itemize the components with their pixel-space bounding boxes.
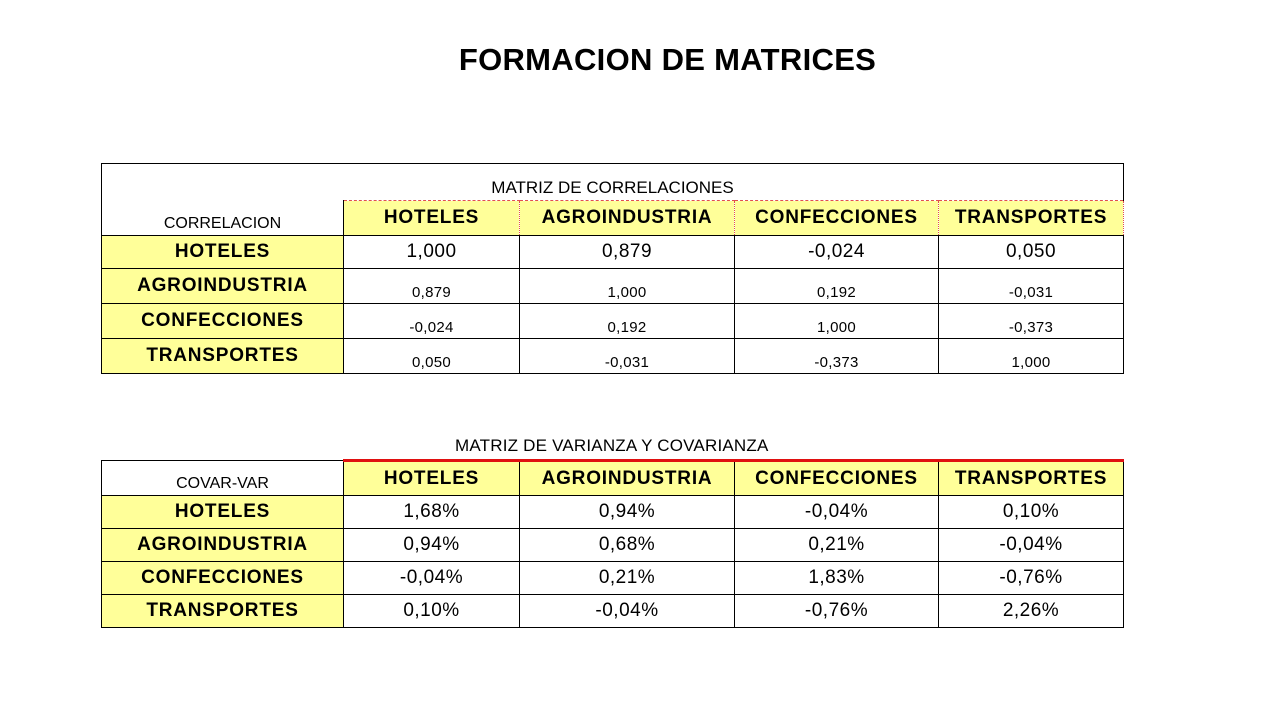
covariance-cell: -0,76% bbox=[939, 562, 1124, 595]
correlation-cell: 1,000 bbox=[735, 303, 939, 338]
covariance-cell: -0,04% bbox=[344, 562, 520, 595]
correlation-col-header: AGROINDUSTRIA bbox=[520, 201, 735, 236]
covariance-col-header: HOTELES bbox=[344, 461, 520, 496]
correlation-row-header: HOTELES bbox=[102, 235, 344, 268]
covariance-row-header: AGROINDUSTRIA bbox=[102, 529, 344, 562]
covariance-cell: -0,76% bbox=[735, 595, 939, 628]
correlation-matrix-table bbox=[101, 163, 1124, 374]
covariance-header-row bbox=[102, 461, 1124, 496]
covariance-row-header: TRANSPORTES bbox=[102, 595, 344, 628]
table-row bbox=[102, 562, 1124, 595]
table-row bbox=[102, 235, 1124, 268]
correlation-cell: 0,879 bbox=[520, 235, 735, 268]
covariance-cell: 1,68% bbox=[344, 496, 520, 529]
covariance-cell: 0,21% bbox=[520, 562, 735, 595]
correlation-cell: 0,192 bbox=[735, 268, 939, 303]
covariance-cell: -0,04% bbox=[939, 529, 1124, 562]
covariance-cell: 0,94% bbox=[344, 529, 520, 562]
table-row bbox=[102, 303, 1124, 338]
correlation-cell: -0,031 bbox=[520, 338, 735, 373]
correlation-row-header: AGROINDUSTRIA bbox=[102, 268, 344, 303]
covariance-cell: 0,10% bbox=[939, 496, 1124, 529]
correlation-cell: 0,050 bbox=[939, 235, 1124, 268]
correlation-cell: -0,373 bbox=[735, 338, 939, 373]
page-title: FORMACION DE MATRICES bbox=[458, 42, 877, 77]
correlation-col-header: TRANSPORTES bbox=[939, 201, 1124, 236]
table-row bbox=[102, 529, 1124, 562]
correlation-cell: -0,031 bbox=[939, 268, 1124, 303]
correlation-cell: -0,024 bbox=[344, 303, 520, 338]
correlation-corner-label: CORRELACION bbox=[102, 201, 344, 236]
correlation-row-header: TRANSPORTES bbox=[102, 338, 344, 373]
correlation-cell: 1,000 bbox=[939, 338, 1124, 373]
covariance-cell: 0,94% bbox=[520, 496, 735, 529]
correlation-caption-row bbox=[102, 164, 1124, 201]
covariance-corner-label: COVAR-VAR bbox=[102, 461, 344, 496]
correlation-row-header: CONFECCIONES bbox=[102, 303, 344, 338]
correlation-header-row bbox=[102, 201, 1124, 236]
table-row bbox=[102, 595, 1124, 628]
covariance-col-header: AGROINDUSTRIA bbox=[520, 461, 735, 496]
correlation-cell: 1,000 bbox=[520, 268, 735, 303]
covariance-cell: 0,10% bbox=[344, 595, 520, 628]
covariance-cell: -0,04% bbox=[735, 496, 939, 529]
table-row bbox=[102, 496, 1124, 529]
covariance-cell: 0,21% bbox=[735, 529, 939, 562]
covariance-row-header: CONFECCIONES bbox=[102, 562, 344, 595]
covariance-row-header: HOTELES bbox=[102, 496, 344, 529]
correlation-cell: 0,192 bbox=[520, 303, 735, 338]
correlation-cell: 1,000 bbox=[344, 235, 520, 268]
correlation-matrix-caption: MATRIZ DE CORRELACIONES bbox=[102, 164, 1124, 201]
covariance-cell: 2,26% bbox=[939, 595, 1124, 628]
covariance-cell: 1,83% bbox=[735, 562, 939, 595]
correlation-cell: 0,050 bbox=[344, 338, 520, 373]
table-row bbox=[102, 338, 1124, 373]
table-row bbox=[102, 268, 1124, 303]
covariance-cell: 0,68% bbox=[520, 529, 735, 562]
covariance-matrix-caption: MATRIZ DE VARIANZA Y COVARIANZA bbox=[455, 436, 769, 455]
covariance-cell: -0,04% bbox=[520, 595, 735, 628]
covariance-matrix-table bbox=[101, 459, 1124, 628]
correlation-cell: 0,879 bbox=[344, 268, 520, 303]
correlation-cell: -0,373 bbox=[939, 303, 1124, 338]
correlation-col-header: CONFECCIONES bbox=[735, 201, 939, 236]
covariance-col-header: CONFECCIONES bbox=[735, 461, 939, 496]
covariance-col-header: TRANSPORTES bbox=[939, 461, 1124, 496]
correlation-col-header: HOTELES bbox=[344, 201, 520, 236]
correlation-cell: -0,024 bbox=[735, 235, 939, 268]
